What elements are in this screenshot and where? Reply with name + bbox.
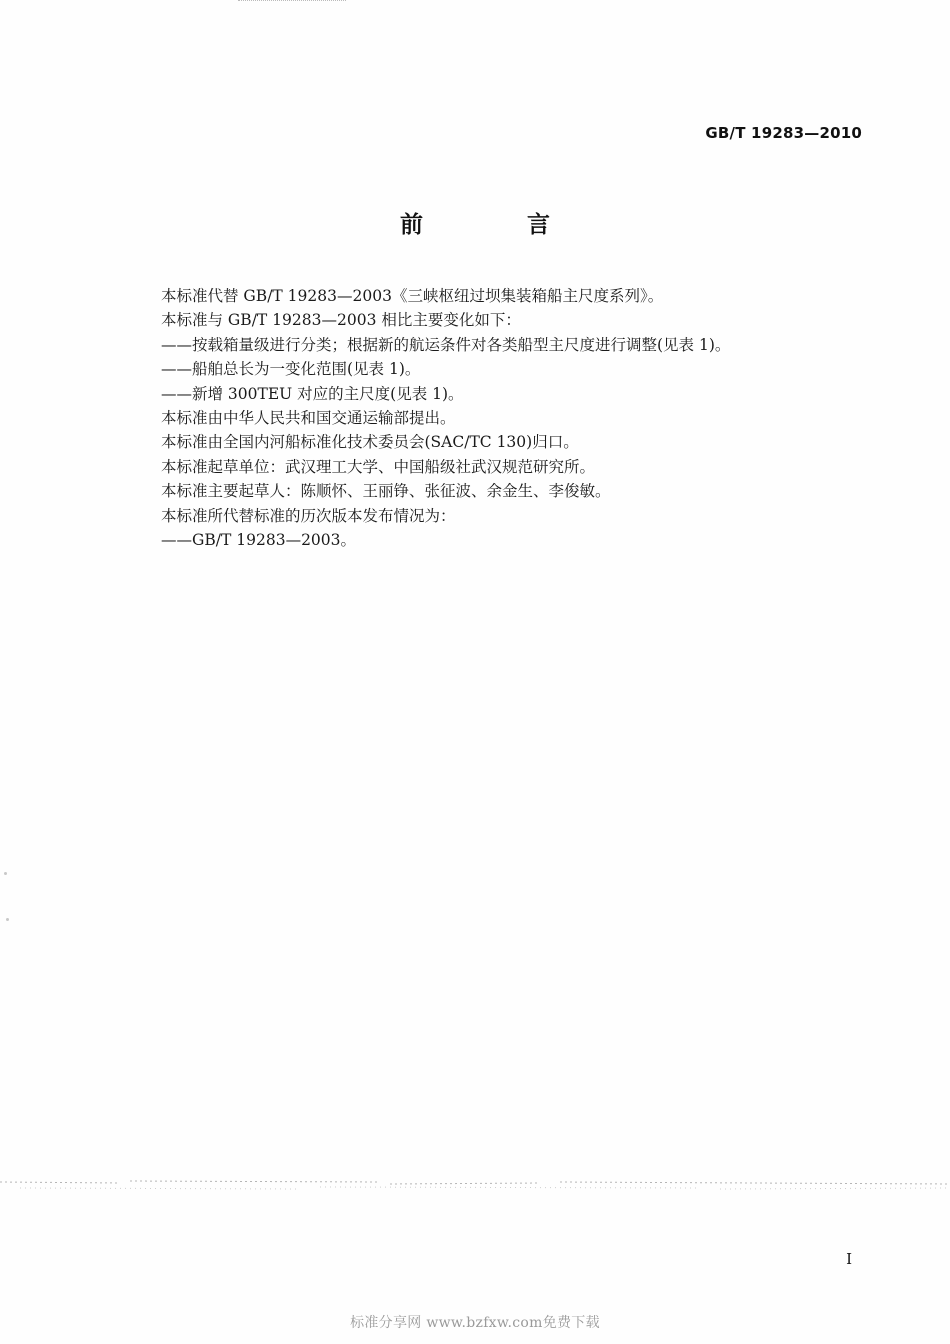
scan-speck	[4, 872, 7, 875]
list-item: ——船舶总长为一变化范围(见表 1)。	[161, 360, 421, 379]
paragraph: 本标准所代替标准的历次版本发布情况为：	[161, 506, 456, 525]
standard-code: GB/T 19283—2010	[705, 124, 862, 142]
scan-artifact-top	[238, 0, 346, 3]
scan-noise-band	[0, 1176, 950, 1196]
page-title: 前 言	[399, 212, 598, 238]
list-item: ——GB/T 19283—2003。	[161, 531, 357, 550]
watermark: 标准分享网 www.bzfxw.com免费下载	[350, 1315, 600, 1331]
list-item: ——按载箱量级进行分类；根据新的航运条件对各类船型主尺度进行调整(见表 1)。	[161, 335, 731, 354]
scan-speck	[6, 918, 9, 921]
list-item: ——新增 300TEU 对应的主尺度(见表 1)。	[161, 384, 464, 403]
paragraph: 本标准由中华人民共和国交通运输部提出。	[161, 409, 456, 428]
paragraph: 本标准起草单位：武汉理工大学、中国船级社武汉规范研究所。	[161, 457, 596, 476]
paragraph: 本标准由全国内河船标准化技术委员会(SAC/TC 130)归口。	[161, 433, 579, 452]
page-number: I	[846, 1250, 852, 1268]
paragraph: 本标准与 GB/T 19283—2003 相比主要变化如下：	[161, 311, 521, 330]
paragraph: 本标准主要起草人：陈顺怀、王丽铮、张征波、余金生、李俊敏。	[161, 482, 611, 501]
paragraph: 本标准代替 GB/T 19283—2003《三峡枢纽过坝集装箱船主尺度系列》。	[161, 287, 664, 305]
foreword-body	[161, 284, 841, 552]
